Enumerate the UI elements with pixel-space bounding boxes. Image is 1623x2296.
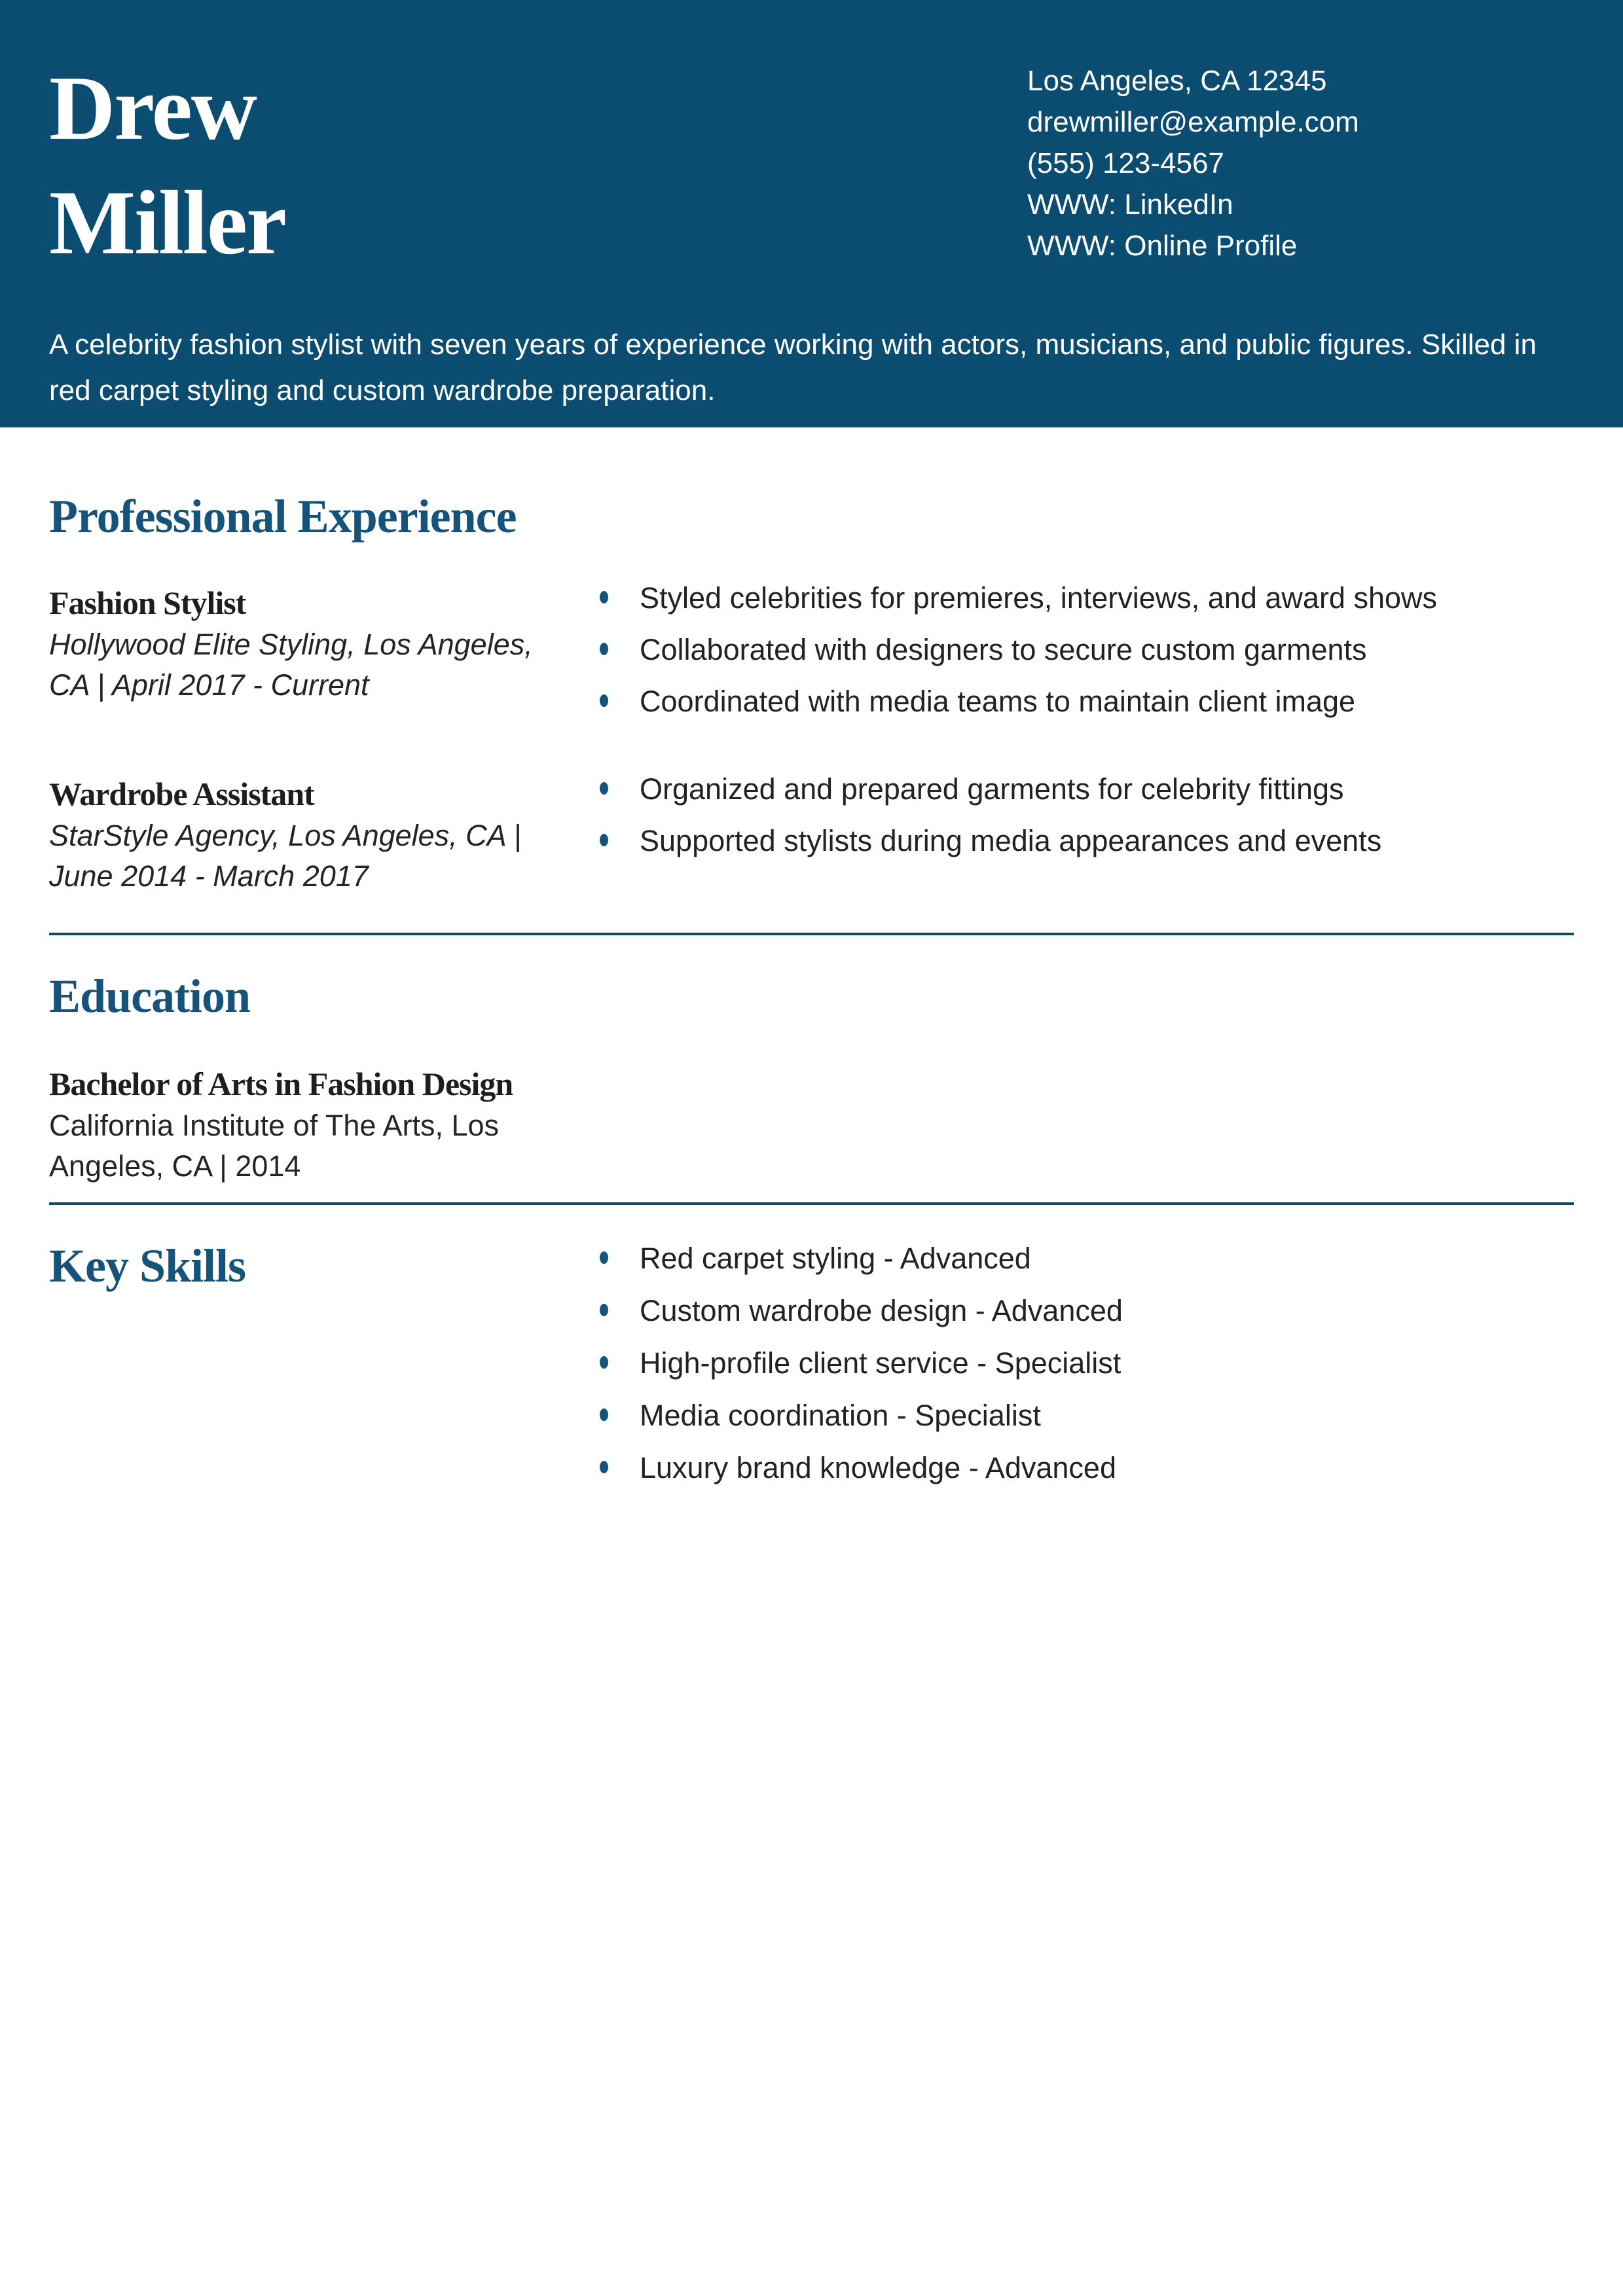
contact-address: Los Angeles, CA 12345 — [1027, 65, 1327, 97]
job-bullets-column — [600, 773, 1574, 876]
job-meta: StarStyle Agency, Los Angeles, CA | June 2014 - March 2017 — [49, 819, 522, 893]
skill-item — [600, 1295, 1574, 1327]
job-entry — [49, 773, 1574, 897]
contact-linkedin: WWW: LinkedIn — [1027, 188, 1233, 221]
bullet-item — [600, 685, 1574, 718]
job-bullet-list — [600, 773, 1574, 857]
header-band — [0, 0, 1623, 427]
skill-item — [600, 1399, 1574, 1432]
job-summary-column — [49, 773, 573, 897]
bullet-item — [600, 825, 1574, 857]
education-meta: California Institute of The Arts, Los Angeles, CA | 2014 — [49, 1109, 500, 1183]
skill-item — [600, 1347, 1574, 1380]
bullet-item — [600, 634, 1574, 666]
section-divider — [49, 933, 1574, 935]
skill-text: High-profile client service - Specialist — [640, 1346, 1122, 1380]
professional-summary: A celebrity fashion stylist with seven years of experience working with actors, musicians, and public figures. Skilled in red carpet styling and custom wardrobe preparation. — [49, 329, 1537, 406]
bullet-text: Supported stylists during media appearances and events — [640, 824, 1382, 857]
skill-text: Custom wardrobe design - Advanced — [640, 1294, 1123, 1327]
experience-list — [49, 582, 1574, 897]
skill-item — [600, 1452, 1574, 1484]
skill-text: Media coordination - Specialist — [640, 1399, 1041, 1432]
bullet-text: Coordinated with media teams to maintain client image — [640, 685, 1356, 718]
bullet-dot-icon — [600, 694, 608, 707]
contact-email: drewmiller@example.com — [1027, 106, 1359, 138]
degree-title: Bachelor of Arts in Fashion Design — [49, 1066, 513, 1102]
job-entry — [49, 582, 1574, 737]
bullet-dot-icon — [600, 1461, 608, 1473]
skills-column — [600, 1242, 1574, 1504]
bullet-text: Styled celebrities for premieres, interviews, and award shows — [640, 581, 1438, 615]
candidate-name — [49, 51, 285, 280]
contact-online-profile: WWW: Online Profile — [1027, 230, 1298, 262]
bullet-dot-icon — [600, 591, 608, 603]
bullet-dot-icon — [600, 643, 608, 655]
bullet-dot-icon — [600, 1251, 608, 1264]
job-summary-column — [49, 582, 573, 706]
job-meta: Hollywood Elite Styling, Los Angeles, CA | April 2017 - Current — [49, 628, 533, 702]
skills-section — [49, 1205, 1574, 1504]
bullet-text: Collaborated with designers to secure custom garments — [640, 633, 1367, 666]
job-bullet-list — [600, 582, 1574, 718]
bullet-dot-icon — [600, 1356, 608, 1369]
bullet-dot-icon — [600, 1304, 608, 1316]
section-title-experience: Professional Experience — [49, 490, 517, 543]
contact-phone: (555) 123-4567 — [1027, 147, 1224, 179]
skill-text: Red carpet styling - Advanced — [640, 1242, 1031, 1275]
candidate-first-name: Drew — [49, 58, 256, 159]
bullet-dot-icon — [600, 1408, 608, 1421]
job-bullets-column — [600, 582, 1574, 737]
job-title: Fashion Stylist — [49, 584, 246, 621]
resume-body — [49, 427, 1574, 1504]
skills-list — [600, 1242, 1574, 1484]
bullet-item — [600, 773, 1574, 806]
section-title-education: Education — [49, 970, 251, 1022]
skill-text: Luxury brand knowledge - Advanced — [640, 1451, 1116, 1484]
bullet-dot-icon — [600, 834, 608, 846]
section-title-skills: Key Skills — [49, 1240, 246, 1292]
candidate-last-name: Miller — [49, 172, 286, 274]
skill-item — [600, 1242, 1574, 1275]
bullet-text: Organized and prepared garments for celebrity fittings — [640, 772, 1344, 806]
contact-info — [1027, 60, 1359, 266]
job-title: Wardrobe Assistant — [49, 776, 314, 812]
bullet-item — [600, 582, 1574, 615]
education-entry — [49, 1063, 1574, 1187]
bullet-dot-icon — [600, 782, 608, 795]
